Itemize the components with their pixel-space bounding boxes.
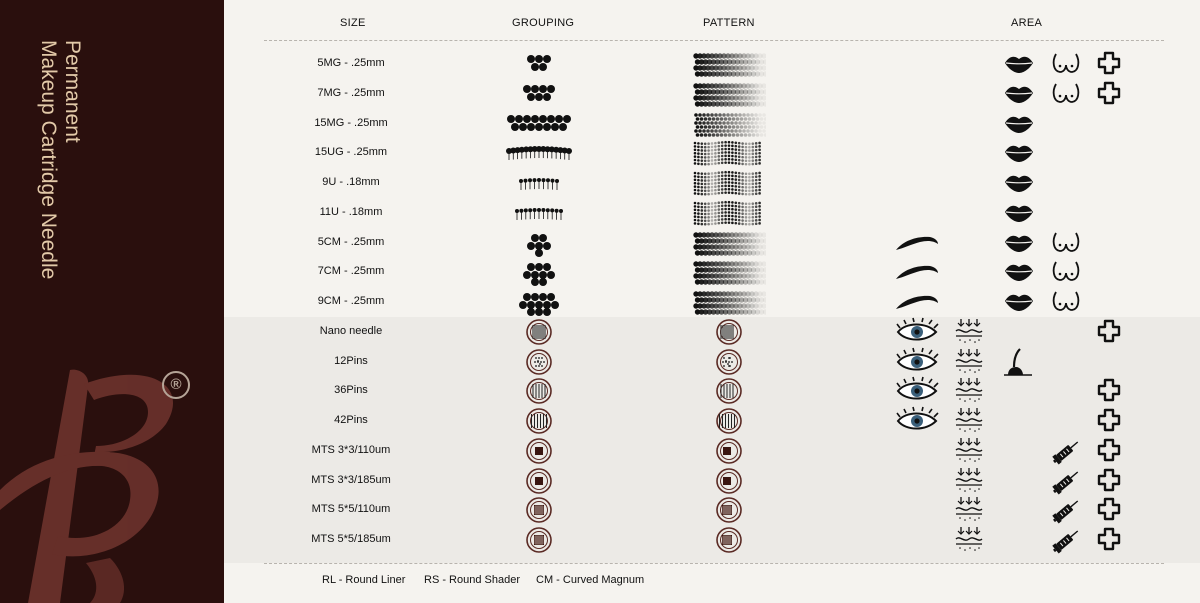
hair-follicle-icon: [1002, 347, 1036, 377]
table-row: [224, 495, 1200, 525]
table-row: [224, 525, 1200, 555]
grouping-diagram: [504, 258, 574, 286]
legend-cm: CM - Curved Magnum: [536, 574, 645, 586]
grouping-diagram: [504, 348, 574, 376]
needle-size: MTS 3*3/185um: [311, 473, 391, 486]
skin-layers-icon: [952, 495, 986, 525]
grouping-diagram: [504, 110, 574, 138]
pattern-swatch: [692, 169, 766, 197]
table-row: [224, 79, 1200, 109]
medical-cross-icon: [1092, 495, 1126, 525]
grouping-diagram: [504, 496, 574, 524]
pattern-swatch: [692, 80, 766, 108]
needle-size: 42Pins: [334, 414, 368, 426]
eyebrow-icon: [894, 257, 940, 287]
skin-layers-icon: [952, 376, 986, 406]
grouping-diagram: [504, 50, 574, 78]
pattern-swatch: [692, 437, 766, 465]
lips-icon: [1002, 287, 1036, 317]
title-line-2: Makeup Cartridge Needle: [37, 40, 60, 280]
skin-layers-icon: [952, 347, 986, 377]
needle-table: [224, 0, 1200, 603]
header-size: SIZE: [340, 17, 366, 29]
eye-icon: [894, 317, 940, 347]
medical-cross-icon: [1092, 376, 1126, 406]
needle-size: 9CM - .25mm: [317, 295, 385, 307]
eyebrow-icon: [894, 287, 940, 317]
syringe-icon: [1050, 495, 1084, 525]
skin-layers-icon: [952, 406, 986, 436]
pattern-swatch: [692, 407, 766, 435]
pattern-swatch: [692, 229, 766, 257]
header-grouping: GROUPING: [512, 17, 575, 29]
legend-rs: RS - Round Shader: [424, 574, 520, 586]
grouping-diagram: [504, 80, 574, 108]
grouping-diagram: [504, 169, 574, 197]
pattern-swatch: [692, 288, 766, 316]
lips-icon: [1002, 198, 1036, 228]
vertical-title: [28, 40, 88, 340]
needle-size: 5CM - .25mm: [317, 235, 385, 248]
grouping-diagram: [504, 437, 574, 465]
pattern-swatch: [692, 50, 766, 78]
pattern-swatch: [692, 199, 766, 227]
grouping-diagram: [504, 467, 574, 495]
breast-icon: [1050, 257, 1084, 287]
lips-icon: [1002, 257, 1036, 287]
table-row: [224, 317, 1200, 347]
breast-icon: [1050, 49, 1084, 79]
table-row: [224, 109, 1200, 139]
grouping-diagram: [504, 526, 574, 554]
lips-icon: [1002, 138, 1036, 168]
eye-icon: [894, 406, 940, 436]
pattern-swatch: [692, 258, 766, 286]
needle-size: Nano needle: [319, 324, 383, 337]
syringe-icon: [1050, 525, 1084, 555]
pattern-swatch: [692, 467, 766, 495]
table-row: [224, 168, 1200, 198]
breast-icon: [1050, 287, 1084, 317]
pattern-swatch: [692, 139, 766, 167]
needle-size: MTS 3*3/110um: [311, 443, 391, 456]
grouping-diagram: [504, 288, 574, 316]
table-row: [224, 466, 1200, 496]
skin-layers-icon: [952, 466, 986, 496]
table-row: [224, 257, 1200, 287]
pattern-swatch: [692, 526, 766, 554]
table-row: [224, 287, 1200, 317]
breast-icon: [1050, 79, 1084, 109]
pattern-swatch: [692, 377, 766, 405]
pattern-swatch: [692, 110, 766, 138]
needle-size: 12Pins: [334, 354, 368, 367]
skin-layers-icon: [952, 317, 986, 347]
grouping-diagram: [504, 318, 574, 346]
grouping-diagram: [504, 199, 574, 227]
needle-size: 5MG - .25mm: [317, 57, 385, 69]
skin-layers-icon: [952, 525, 986, 555]
medical-cross-icon: [1092, 436, 1126, 466]
grouping-diagram: [504, 377, 574, 405]
medical-cross-icon: [1092, 466, 1126, 496]
pattern-swatch: [692, 348, 766, 376]
lips-icon: [1002, 79, 1036, 109]
needle-size: 7MG - .25mm: [317, 86, 385, 99]
medical-cross-icon: [1092, 49, 1126, 79]
pattern-swatch: [692, 318, 766, 346]
pattern-swatch: [692, 496, 766, 524]
eye-icon: [894, 376, 940, 406]
brand-sidebar: [0, 0, 224, 603]
table-row: [224, 49, 1200, 79]
medical-cross-icon: [1092, 406, 1126, 436]
needle-size: MTS 5*5/185um: [311, 533, 391, 545]
needle-size: 7CM - .25mm: [317, 265, 385, 278]
lips-icon: [1002, 109, 1036, 139]
lips-icon: [1002, 168, 1036, 198]
medical-cross-icon: [1092, 79, 1126, 109]
eyebrow-icon: [894, 228, 940, 258]
lips-icon: [1002, 49, 1036, 79]
needle-size: 15UG - .25mm: [314, 146, 388, 159]
registered-mark: ®: [162, 371, 190, 399]
syringe-icon: [1050, 466, 1084, 496]
table-row: [224, 376, 1200, 406]
needle-size: 9U - .18mm: [322, 176, 380, 188]
table-row: [224, 436, 1200, 466]
eye-icon: [894, 347, 940, 377]
table-row: [224, 406, 1200, 436]
legend-rl: RL - Round Liner: [322, 574, 406, 586]
table-row: [224, 228, 1200, 258]
medical-cross-icon: [1092, 317, 1126, 347]
divider-top: [264, 40, 1164, 41]
title-line-1: Permanent: [61, 40, 84, 143]
brand-logo: [0, 340, 224, 603]
table-row: [224, 138, 1200, 168]
skin-layers-icon: [952, 436, 986, 466]
lips-icon: [1002, 228, 1036, 258]
header-area: AREA: [1011, 17, 1043, 29]
divider-bottom: [264, 563, 1164, 564]
grouping-diagram: [504, 139, 574, 167]
table-row: [224, 198, 1200, 228]
header-pattern: PATTERN: [703, 17, 755, 29]
needle-size: MTS 5*5/110um: [311, 503, 391, 516]
syringe-icon: [1050, 436, 1084, 466]
breast-icon: [1050, 228, 1084, 258]
grouping-diagram: [504, 229, 574, 257]
needle-size: 15MG - .25mm: [314, 116, 388, 129]
grouping-diagram: [504, 407, 574, 435]
table-row: [224, 347, 1200, 377]
needle-size: 36Pins: [334, 384, 368, 397]
medical-cross-icon: [1092, 525, 1126, 555]
needle-size: 11U - .18mm: [319, 205, 383, 218]
